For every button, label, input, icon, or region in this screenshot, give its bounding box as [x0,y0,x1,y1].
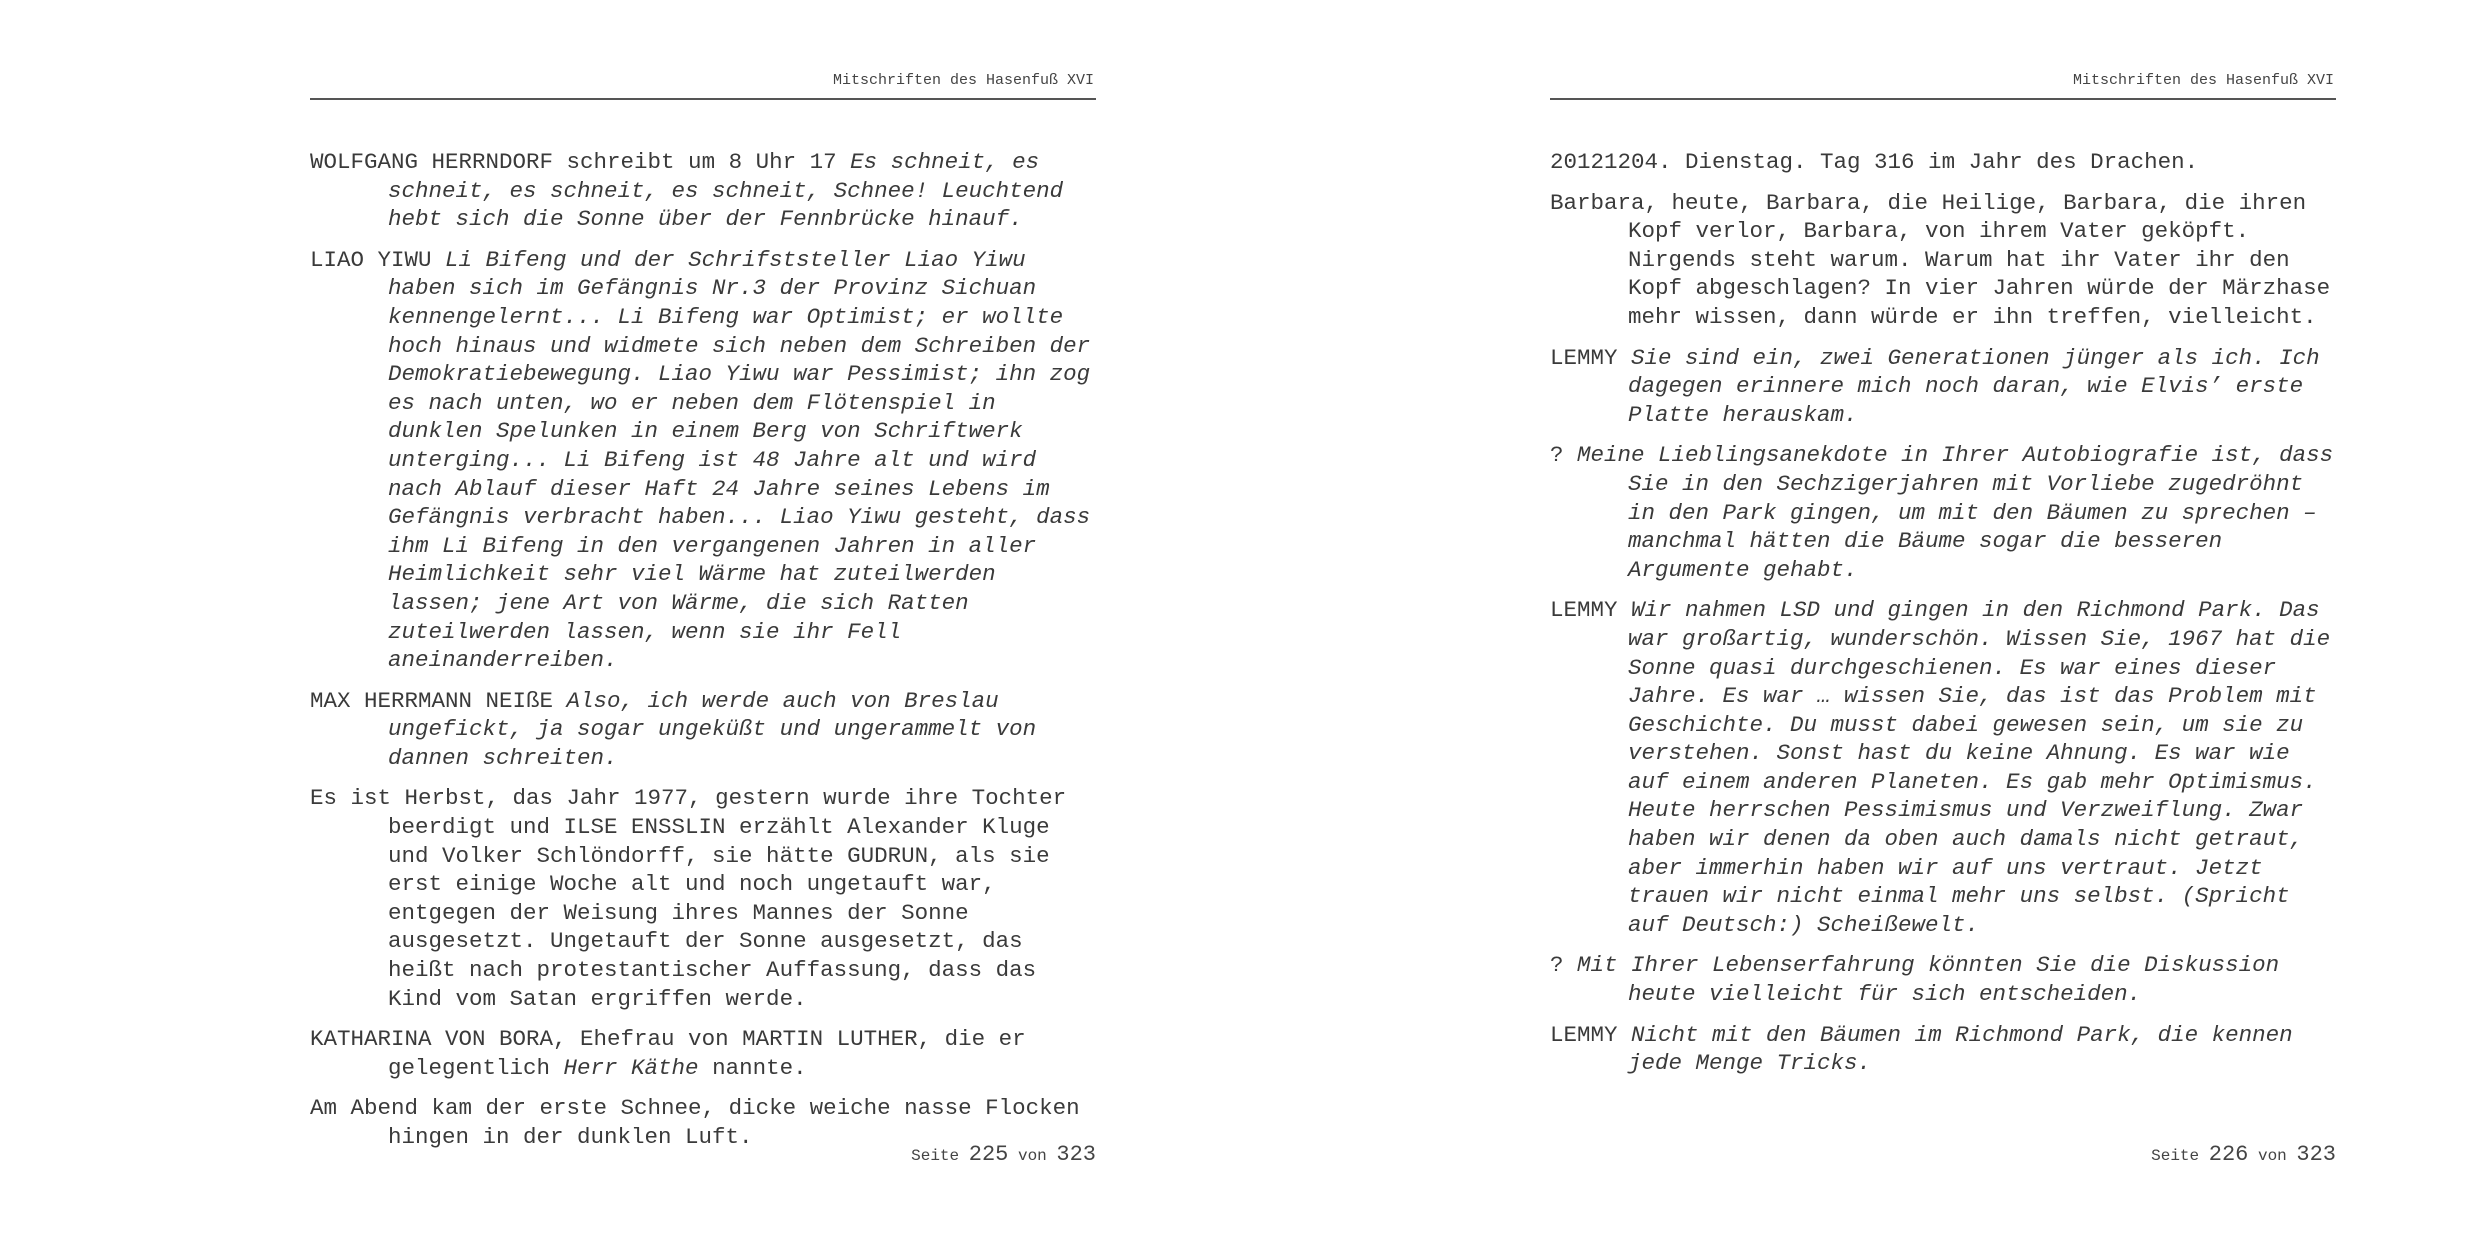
paragraph-quote: Meine Lieblingsanekdote in Ihrer Autobiografie ist, dass Sie in den Sechzigerjahren mit Vorliebe zugedröhnt in den Park gingen, um mit den Bäumen zu sprechen – manchmal hätten die Bäume sogar die besseren Argumente gehabt. [1577,442,2334,583]
paragraph-lead: ? [1550,442,1578,469]
page-body [310,148,1100,1164]
paragraph-quote: Mit Ihrer Lebenserfahrung könnten Sie die Diskussion heute vielleicht für sich entscheiden. [1577,952,2280,1008]
footer-seite-label: Seite [2151,1147,2200,1165]
paragraph-tail: nannte. [698,1054,807,1081]
paragraph-von-bora [310,1025,1100,1082]
date-line: 20121204. Dienstag. Tag 316 im Jahr des Drachen. [1550,149,2199,175]
footer-von-label: von [2257,1147,2287,1165]
footer-von-label: von [1017,1147,1047,1165]
footer-total-pages: 323 [1056,1142,1096,1167]
paragraph-quote: Wir nahmen LSD und gingen in den Richmond Park. Das war großartig, wunderschön. Wissen Sie, 1967 hat die Sonne quasi durchgeschienen. Es war eines dieser Jahre. Es war … wissen Sie, das ist das Problem mit Geschichte. Du musst dabei gewesen sein, um sie zu verstehen. Sonst hast du keine Ahnung. Es war wie auf einem anderen Planeten. Es gab mehr Optimismus. Heute herrschen Pessimismus und Verzweiflung. Zwar haben wir denen da oben auch damals nicht getraut, aber immerhin haben wir auf uns vertraut. Jetzt trauen wir nicht einmal mehr uns selbst. (Spricht auf Deutsch:) Scheißewelt. [1628,597,2331,938]
page-footer [310,1142,1096,1172]
paragraph-quote: Herr Käthe [563,1054,699,1081]
paragraph-quote: Also, ich werde auch von Breslau ungefickt, ja sogar ungeküßt und ungerammelt von dannen schreiten. [388,687,1037,771]
paragraph-lead: KATHARINA VON BORA, Ehefrau von MARTIN LUTHER, die er gelegentlich [310,1026,1026,1081]
paragraph-ensslin [310,784,1100,1013]
paragraph-lead: LEMMY [1550,344,1632,371]
paragraph-lemmy-2 [1550,596,2340,939]
paragraph-quote: Nicht mit den Bäumen im Richmond Park, die kennen jede Menge Tricks. [1628,1021,2293,1077]
paragraph-barbara [1550,189,2340,332]
footer-seite-label: Seite [911,1147,960,1165]
footer-page-number: 226 [2208,1142,2249,1167]
paragraph-lead: ? [1550,952,1578,979]
page-footer [1550,1142,2336,1172]
paragraph-lead: LIAO YIWU [310,246,446,273]
paragraph-lemmy-3 [1550,1021,2340,1078]
paragraph-lead: MAX HERRMANN NEIßE [310,687,567,714]
paragraph-lead: Barbara, heute, Barbara, die Heilige, Barbara, die ihren Kopf verlor, Barbara, von ihrem Vater geköpft. Nirgends steht warum. Warum hat ihr Vater ihr den Kopf abgeschlagen? In vier Jahren würde der Märzhase mehr wissen, dann würde er ihn treffen, vielleicht. [1550,189,2331,330]
paragraph-lead: LEMMY [1550,597,1632,624]
right-page [1240,0,2480,1240]
footer-page-number: 225 [968,1142,1009,1167]
paragraph-question-1 [1550,441,2340,584]
paragraph-herrmann-neisse [310,687,1100,773]
paragraph-herrndorf [310,148,1100,234]
paragraph-lead: LEMMY [1550,1021,1632,1048]
paragraph-quote: Es schneit, es schneit, es schneit, es schneit, Schnee! Leuchtend hebt sich die Sonne über der Fennbrücke hinauf. [388,149,1064,233]
paragraph-liao-yiwu [310,246,1100,675]
paragraph-lead: Es ist Herbst, das Jahr 1977, gestern wurde ihre Tochter beerdigt und ILSE ENSSLIN erzählt Alexander Kluge und Volker Schlöndorff, sie hätte GUDRUN, als sie erst einige Woche alt und noch ungetauft war, entgegen der Weisung ihres Mannes der Sonne ausgesetzt. Ungetauft der Sonne ausgesetzt, das heißt nach protestantischer Auffassung, dass das Kind vom Satan ergriffen werde. [310,785,1067,1012]
page-body [1550,148,2340,1090]
paragraph-lead: WOLFGANG HERRNDORF schreibt um 8 Uhr 17 [310,149,851,175]
paragraph-quote: Sie sind ein, zwei Generationen jünger als ich. Ich dagegen erinnere mich noch daran, wie Elvis’ erste Platte herauskam. [1628,344,2320,428]
footer-total-pages: 323 [2296,1142,2336,1167]
paragraph-question-2 [1550,951,2340,1008]
paragraph-lead: Am Abend kam der erste Schnee, dicke weiche nasse Flocken hingen in der dunklen Luft. [310,1095,1080,1150]
running-header: Mitschriften des Hasenfuß XVI [310,72,1096,100]
paragraph-quote: Li Bifeng und der Schrifststeller Liao Yiwu haben sich im Gefängnis Nr.3 der Provinz Sichuan kennengelernt... Li Bifeng war Optimist; er wollte hoch hinaus und widmete sich neben dem Schreiben der Demokratiebewegung. Liao Yiwu war Pessimist; ihn zog es nach unten, wo er neben dem Flötenspiel in dunklen Spelunken in einem Berg von Schriftwerk unterging... Li Bifeng ist 48 Jahre alt und wird nach Ablauf dieser Haft 24 Jahre seines Lebens im Gefängnis verbracht haben... Liao Yiwu gesteht, dass ihm Li Bifeng in den vergangenen Jahren in aller Heimlichkeit sehr viel Wärme hat zuteilwerden lassen; jene Art von Wärme, die sich Ratten zuteilwerden lassen, wenn sie ihr Fell aneinanderreiben. [388,246,1091,674]
paragraph-lemmy-1 [1550,344,2340,430]
running-header: Mitschriften des Hasenfuß XVI [1550,72,2336,100]
